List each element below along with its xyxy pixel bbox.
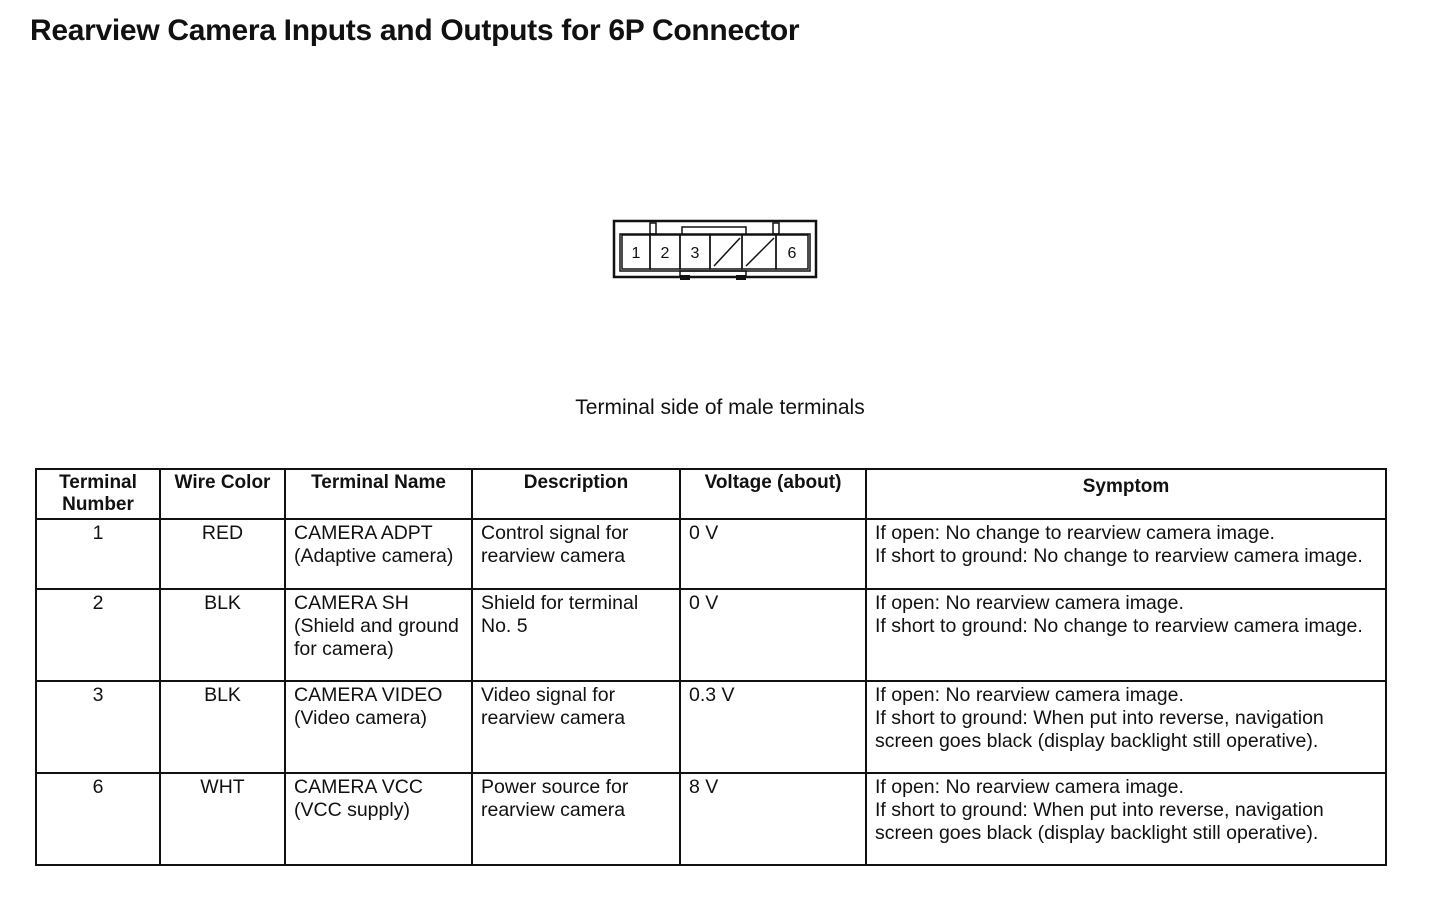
table-header-row	[36, 469, 1386, 519]
page-title: Rearview Camera Inputs and Outputs for 6P Connector	[30, 14, 800, 47]
blank-terminal-5-mark	[746, 238, 774, 266]
header-voltage: Voltage (about)	[680, 469, 866, 519]
wire-color-cell: BLK	[160, 589, 285, 681]
terminal-name-cell: CAMERA VCC (VCC supply)	[285, 773, 472, 865]
pin-label: 2	[660, 245, 670, 262]
terminal-name-cell: CAMERA VIDEO (Video camera)	[285, 681, 472, 773]
terminal-name-cell: CAMERA ADPT (Adaptive camera)	[285, 519, 472, 589]
terminal-number-cell: 2	[36, 589, 160, 681]
voltage-cell: 0.3 V	[680, 681, 866, 773]
description-cell: Control signal for rearview camera	[472, 519, 680, 589]
pin-label: 6	[787, 245, 797, 262]
voltage-cell: 8 V	[680, 773, 866, 865]
symptom-cell	[866, 519, 1386, 589]
header-terminal-number: Terminal Number	[36, 469, 160, 519]
symptom-open: If open: No rearview camera image.	[875, 776, 1184, 798]
table-row	[36, 519, 1386, 589]
symptom-cell	[866, 681, 1386, 773]
symptom-cell	[866, 773, 1386, 865]
description-cell: Shield for terminal No. 5	[472, 589, 680, 681]
header-symptom: Symptom	[866, 469, 1386, 519]
header-wire-color: Wire Color	[160, 469, 285, 519]
pin-label: 3	[690, 245, 700, 262]
symptom-short: If short to ground: No change to rearview camera image.	[875, 615, 1363, 637]
symptom-short: If short to ground: No change to rearview camera image.	[875, 545, 1363, 567]
wire-color-cell: RED	[160, 519, 285, 589]
terminal-table	[35, 468, 1387, 866]
symptom-short: If short to ground: When put into reverse, navigation screen goes black (display backlight still operative).	[875, 799, 1324, 844]
description-cell: Power source for rearview camera	[472, 773, 680, 865]
wire-color-cell: BLK	[160, 681, 285, 773]
wire-color-cell: WHT	[160, 773, 285, 865]
symptom-open: If open: No change to rearview camera image.	[875, 522, 1275, 544]
description-cell: Video signal for rearview camera	[472, 681, 680, 773]
blank-terminal-4-mark	[714, 238, 740, 266]
terminal-number-cell: 6	[36, 773, 160, 865]
connector-caption: Terminal side of male terminals	[575, 396, 865, 419]
symptom-open: If open: No rearview camera image.	[875, 684, 1184, 706]
table-row	[36, 773, 1386, 865]
connector-diagram	[612, 218, 818, 287]
symptom-short: If short to ground: When put into reverse, navigation screen goes black (display backlight still operative).	[875, 707, 1324, 752]
voltage-cell: 0 V	[680, 519, 866, 589]
table-row	[36, 681, 1386, 773]
symptom-cell	[866, 589, 1386, 681]
table-row	[36, 589, 1386, 681]
voltage-cell: 0 V	[680, 589, 866, 681]
header-terminal-name: Terminal Name	[285, 469, 472, 519]
connector-6p-icon	[612, 218, 818, 282]
terminal-number-cell: 1	[36, 519, 160, 589]
terminal-number-cell: 3	[36, 681, 160, 773]
symptom-open: If open: No rearview camera image.	[875, 592, 1184, 614]
terminal-name-cell: CAMERA SH (Shield and ground for camera)	[285, 589, 472, 681]
pin-label: 1	[631, 245, 641, 262]
header-description: Description	[472, 469, 680, 519]
